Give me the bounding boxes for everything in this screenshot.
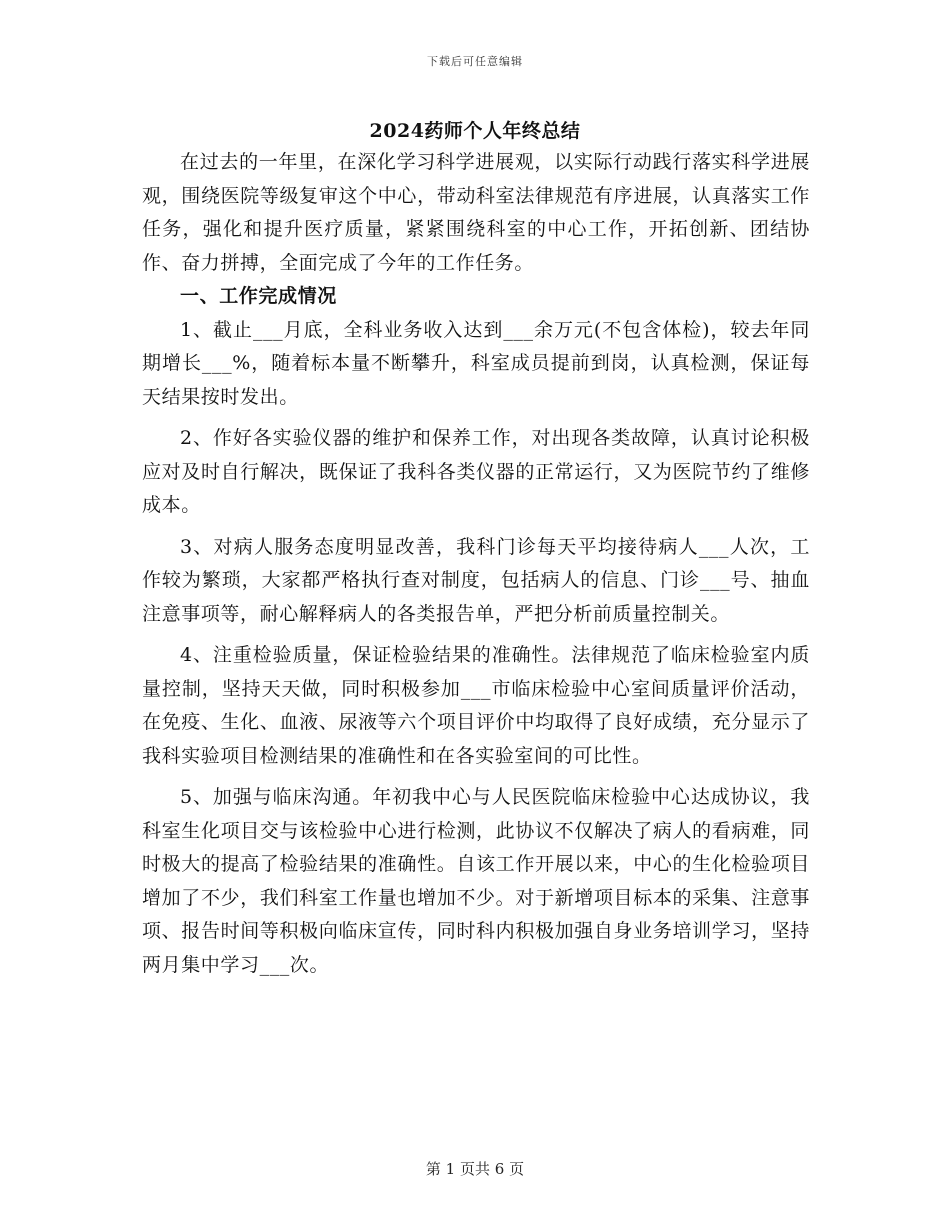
list-item-1: 1、截止___月底，全科业务收入达到___余万元(不包含体检)，较去年同期增长___%，随着标本量不断攀升，科室成员提前到岗，认真检测，保证每天结果按时发出。	[142, 318, 810, 408]
section-heading: 一、工作完成情况	[180, 285, 337, 307]
list-item-5: 5、加强与临床沟通。年初我中心与人民医院临床检验中心达成协议，我科室生化项目交与该检验中心进行检测，此协议不仅解决了病人的看病难，同时极大的提高了检验结果的准确性。自该工作开展以来，中心的生化检验项目增加了不少，我们科室工作量也增加不少。对于新增项目标本的采集、注意事项、报告时间等积极向临床宣传，同时科内积极加强自身业务培训学习，坚持两月集中学习___次。	[142, 786, 810, 976]
list-item-3: 3、对病人服务态度明显改善，我科门诊每天平均接待病人___人次，工作较为繁琐，大家都严格执行查对制度，包括病人的信息、门诊___号、抽血注意事项等，耐心解释病人的各类报告单，严把分析前质量控制关。	[142, 535, 810, 625]
header-note: 下载后可任意编辑	[427, 55, 523, 68]
intro-paragraph: 在过去的一年里，在深化学习科学进展观，以实际行动践行落实科学进展观，围绕医院等级复审这个中心，带动科室法律规范有序进展，认真落实工作任务，强化和提升医疗质量，紧紧围绕科室的中心工作，开拓创新、团结协作、奋力拼搏，全面完成了今年的工作任务。	[142, 151, 810, 274]
list-item-4: 4、注重检验质量，保证检验结果的准确性。法律规范了临床检验室内质量控制，坚持天天做，同时积极参加___市临床检验中心室间质量评价活动，在免疫、生化、血液、尿液等六个项目评价中均取得了良好成绩，充分显示了我科实验项目检测结果的准确性和在各实验室间的可比性。	[142, 644, 810, 767]
page-number: 第 1 页共 6 页	[425, 1160, 525, 1178]
list-item-2: 2、作好各实验仪器的维护和保养工作，对出现各类故障，认真讨论积极应对及时自行解决，既保证了我科各类仪器的正常运行，又为医院节约了维修成本。	[142, 427, 810, 516]
document-body	[142, 146, 810, 982]
document-title: 2024药师个人年终总结	[369, 120, 581, 142]
